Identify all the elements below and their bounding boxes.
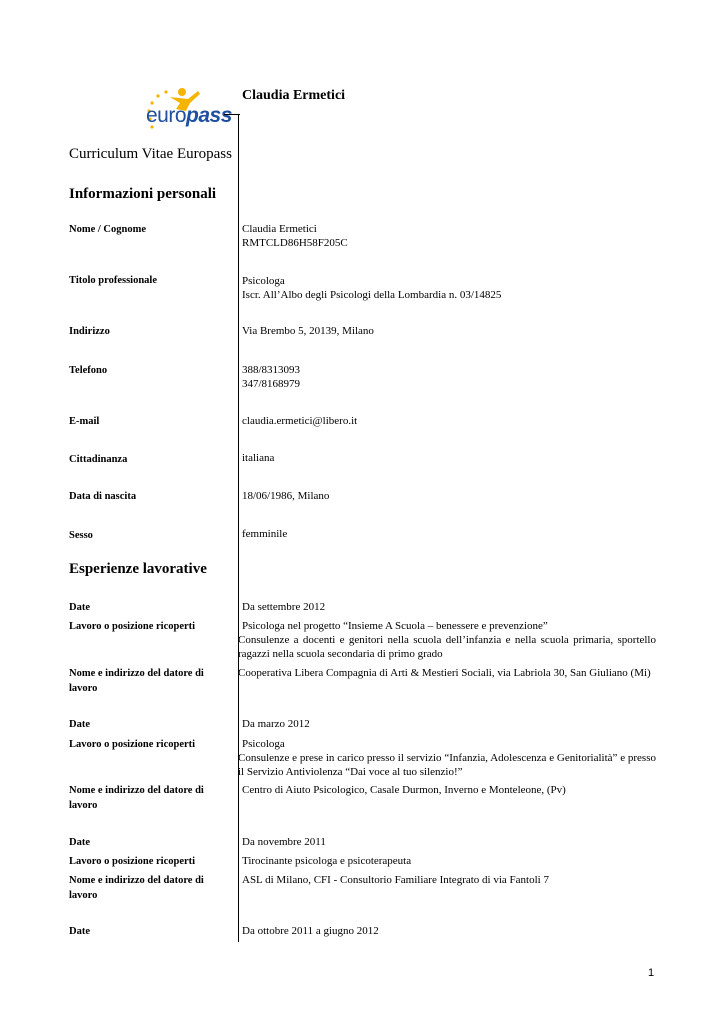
value-line: RMTCLD86H58F205C: [242, 237, 348, 249]
section-title-work: Esperienze lavorative: [69, 561, 207, 577]
position-title: Psicologa nel progetto “Insieme A Scuola – benessere e prevenzione”: [242, 620, 548, 632]
label-employer: Nome e indirizzo del datore di lavoro: [69, 875, 204, 901]
value-line: Claudia Ermetici: [242, 223, 317, 235]
label-data-nascita: Data di nascita: [69, 491, 137, 502]
column-divider-line: [238, 114, 239, 942]
position-title: Psicologa: [242, 738, 285, 750]
value-employer: [238, 666, 656, 680]
label-cittadinanza: Cittadinanza: [69, 454, 128, 465]
value-date: Da settembre 2012: [242, 601, 326, 613]
value-date: Da ottobre 2011 a giugno 2012: [242, 925, 379, 937]
value-email: [242, 414, 656, 428]
value-position: [238, 619, 656, 661]
value-line: claudia.ermetici@libero.it: [242, 415, 358, 427]
value-indirizzo: [242, 324, 656, 338]
value-line: 347/8168979: [242, 378, 301, 390]
europass-logo: [140, 83, 240, 135]
label-position: Lavoro o posizione ricoperti: [69, 621, 196, 632]
value-cittadinanza: [242, 451, 656, 465]
value-line: femminile: [242, 528, 288, 540]
value-date: Da novembre 2011: [242, 836, 326, 848]
value-sesso: [242, 527, 656, 541]
logo-text-pass: pass: [186, 104, 232, 127]
europass-wordmark: [146, 103, 232, 129]
label-date: Date: [69, 719, 90, 730]
cv-title: Curriculum Vitae Europass: [69, 146, 232, 162]
label-employer: Nome e indirizzo del datore di lavoro: [69, 668, 204, 694]
header-name: Claudia Ermetici: [242, 88, 346, 103]
value-titolo-professionale: [242, 274, 656, 302]
page-number: 1: [648, 967, 655, 979]
value-telefono: [242, 363, 656, 391]
label-telefono: Telefono: [69, 365, 108, 376]
label-indirizzo: Indirizzo: [69, 326, 110, 337]
label-position: Lavoro o posizione ricoperti: [69, 739, 196, 750]
value-position: [238, 737, 656, 779]
label-titolo-professionale: Titolo professionale: [69, 275, 157, 286]
position-description: Consulenze a docenti e genitori nella scuola dell’infanzia e nella scuola primaria, sportello ragazzi nella scuola secondaria di primo grado: [238, 634, 656, 660]
label-date: Date: [69, 837, 90, 848]
value-employer: ASL di Milano, CFI - Consultorio Familiare Integrato di via Fantoli 7: [242, 874, 549, 886]
label-position: Lavoro o posizione ricoperti: [69, 856, 196, 867]
value-line: 18/06/1986, Milano: [242, 490, 330, 502]
label-nome-cognome: Nome / Cognome: [69, 224, 146, 235]
value-line: Iscr. All’Albo degli Psicologi della Lombardia n. 03/14825: [242, 289, 502, 301]
value-line: italiana: [242, 452, 275, 464]
section-title-personal: Informazioni personali: [69, 186, 217, 202]
value-position: Tirocinante psicologa e psicoterapeuta: [242, 855, 412, 867]
value-employer: Centro di Aiuto Psicologico, Casale Durmon, Inverno e Monteleone, (Pv): [242, 784, 566, 796]
value-line: Psicologa: [242, 275, 285, 287]
label-employer: Nome e indirizzo del datore di lavoro: [69, 785, 204, 811]
value-date: Da marzo 2012: [242, 718, 310, 730]
value-nome-cognome: [242, 222, 656, 250]
value-data-nascita: [242, 489, 656, 503]
value-line: 388/8313093: [242, 364, 301, 376]
label-date: Date: [69, 926, 90, 937]
label-sesso: Sesso: [69, 530, 93, 541]
value-line: Via Brembo 5, 20139, Milano: [242, 325, 374, 337]
label-date: Date: [69, 602, 90, 613]
logo-text-euro: euro: [146, 104, 187, 127]
label-email: E-mail: [69, 416, 100, 427]
employer-text: Cooperativa Libera Compagnia di Arti & Mestieri Sociali, via Labriola 30, San Giuliano (Mi): [238, 667, 651, 679]
position-description: Consulenze e prese in carico presso il servizio “Infanzia, Adolescenza e Genitorialità” e presso il Servizio Antiviolenza “Dai voce al tuo silenzio!”: [238, 752, 656, 778]
